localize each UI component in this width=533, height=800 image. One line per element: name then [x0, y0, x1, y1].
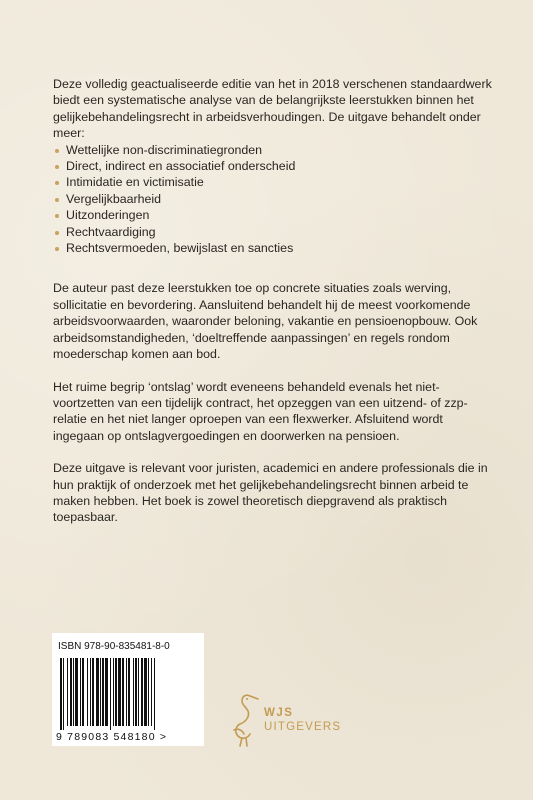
list-item: Rechtsvermoeden, bewijslast en sancties [53, 240, 493, 256]
list-item: Rechtvaardiging [53, 224, 493, 240]
list-item: Vergelijkbaarheid [53, 191, 493, 207]
list-item: Intimidatie en victimisatie [53, 174, 493, 190]
blurb-intro: Deze volledig geactualiseerde editie van het in 2018 verschenen standaardwerk biedt een systematische analyse van de belangrijkste leerstukken binnen het gelijkebehandelingsrecht in arbeidsverhoudingen. De uitgave behandelt onder meer: [53, 77, 492, 141]
blurb-paragraph-2: De auteur past deze leerstukken toe op concrete situaties zoals werving, sollicitatie en bevordering. Aansluitend behandelt hij de meest voorkomende arbeidsvoorwaarden, waaronder beloning, vakantie en pensioenopbouw. Ook arbeidsomstandigheden, ‘doeltreffende aanpassingen’ en regels rondom moederschap komen aan bod. [53, 281, 478, 362]
blurb-paragraph-4: Deze uitgave is relevant voor juristen, academici en andere professionals die in hun praktijk of onderzoek met het gelijkebehandelingsrecht binnen arbeid te maken hebben. Het boek is zowel theoretisch diepgravend als praktisch toepasbaar. [53, 461, 488, 525]
publisher-name: WJS [264, 707, 294, 719]
barcode-bars [58, 658, 198, 730]
barcode-digits: 9 789083 548180 > [56, 731, 168, 743]
list-item: Uitzonderingen [53, 207, 493, 223]
list-item: Wettelijke non-discriminatiegronden [53, 142, 493, 158]
blurb-paragraph-3: Het ruime begrip ‘ontslag’ wordt eveneens behandeld evenals het niet-voortzetten van een tijdelijk contract, het opzeggen van een uitzend- of zzp-relatie en het niet langer oproepen van een flexwerker. Afsluitend wordt ingegaan op ontslagvergoedingen en doorwerken na pensioen. [53, 379, 468, 443]
blurb [53, 76, 493, 542]
isbn-barcode [52, 633, 204, 746]
publisher-subtitle: UITGEVERS [264, 721, 342, 733]
publisher-logo [228, 690, 358, 752]
heron-logo-icon [228, 690, 262, 748]
topic-list [53, 142, 493, 257]
isbn-label: ISBN 978-90-835481-8-0 [58, 641, 170, 652]
list-item: Direct, indirect en associatief onderscheid [53, 158, 493, 174]
